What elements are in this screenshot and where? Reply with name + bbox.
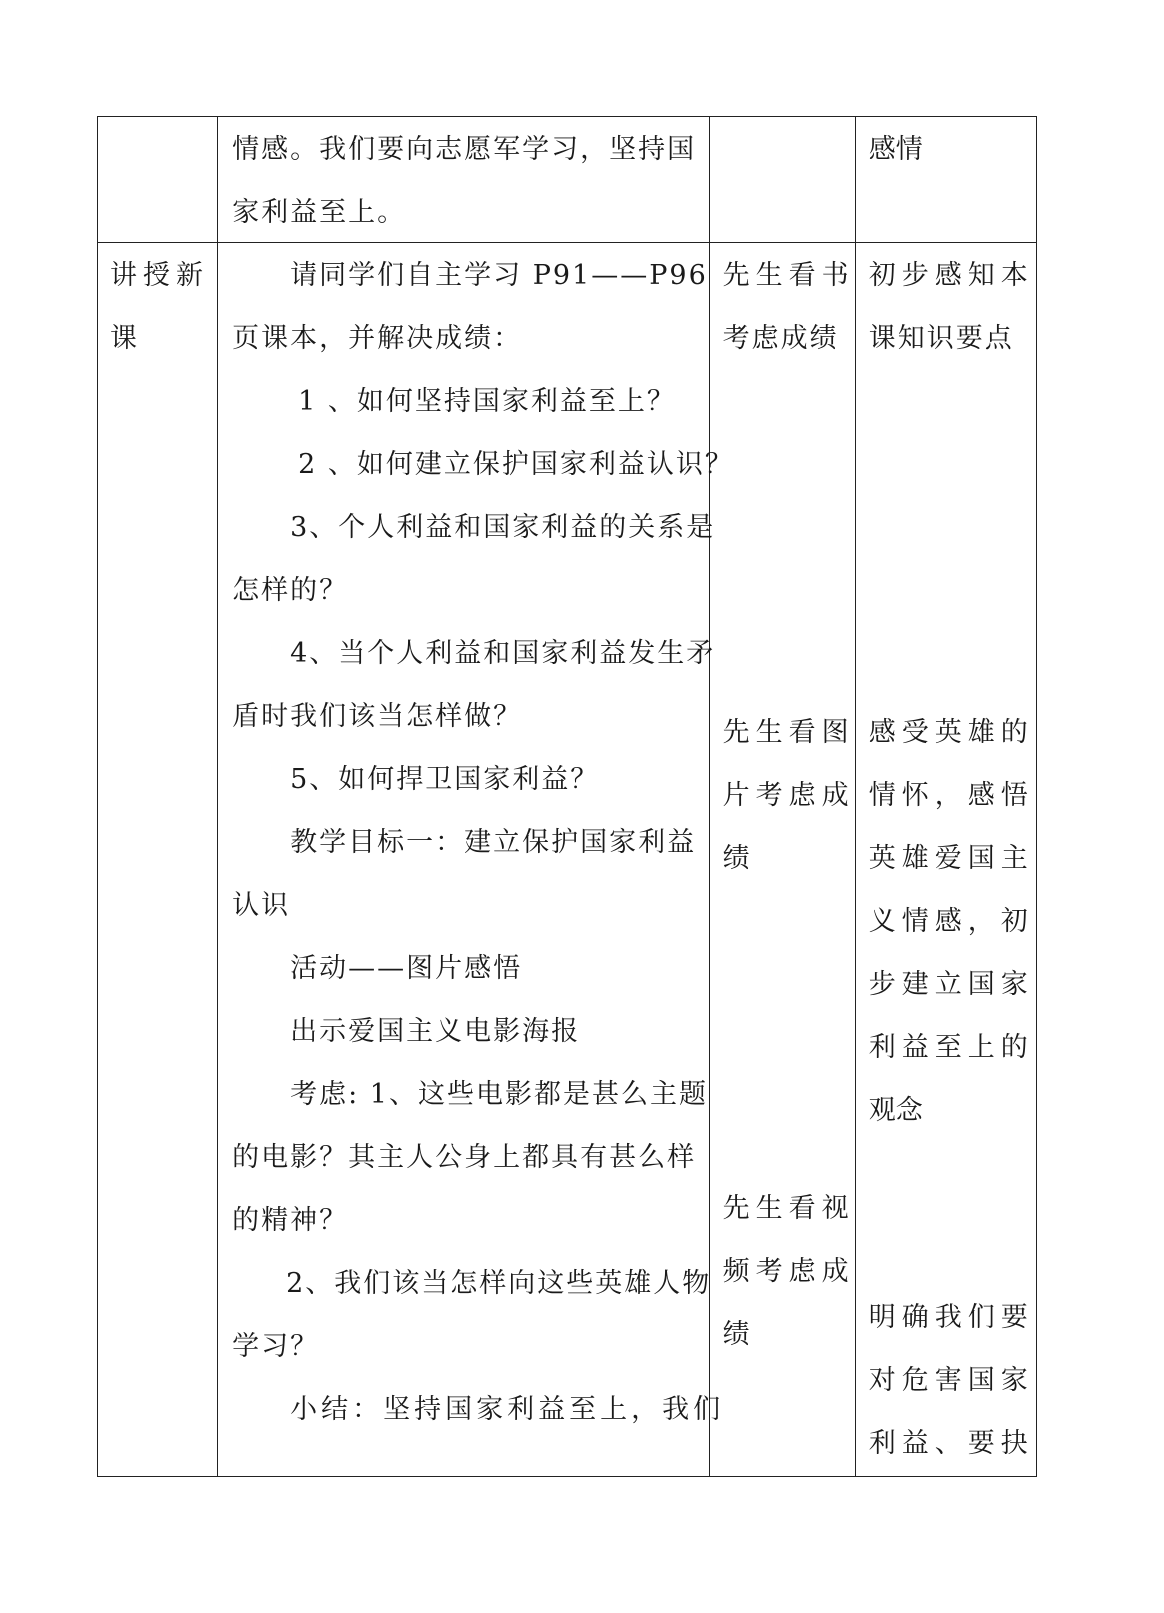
intent-line: 明确我们要	[868, 1302, 1034, 1333]
design-intent-cell	[855, 117, 1036, 243]
lesson-plan-table	[97, 116, 1037, 1477]
intent-line: 情怀，感悟	[868, 780, 1034, 811]
student-line: 绩	[722, 843, 750, 874]
content-line: 2、我们该当怎样向这些英雄人物	[286, 1268, 712, 1299]
content-line: 考虑: 1、这些电影都是甚么主题	[290, 1079, 708, 1110]
content-line: 5、如何捍卫国家利益？	[290, 764, 600, 795]
content-line: 教学目标一：建立保护国家利益	[290, 827, 697, 858]
content-line: 请同学们自主学习 P91——P96	[290, 260, 708, 291]
content-line: 家利益至上。	[232, 197, 407, 228]
design-intent-cell	[855, 243, 1036, 1477]
student-line: 先生看书	[722, 260, 855, 291]
intent-line: 义情感，初	[868, 906, 1034, 937]
content-line: 的电影？其主人公身上都具有甚么样	[232, 1142, 697, 1173]
content-line: 3、个人利益和国家利益的关系是	[290, 512, 716, 543]
intent-line: 观念	[868, 1095, 923, 1126]
content-line: 怎样的？	[232, 575, 349, 606]
content-line: 的精神？	[232, 1205, 349, 1236]
content-cell	[218, 117, 710, 243]
content-line: 学习？	[232, 1331, 320, 1362]
content-line: 4、当个人利益和国家利益发生矛	[290, 638, 716, 669]
stage-cell	[98, 117, 218, 243]
intent-line: 初步感知本	[868, 260, 1034, 291]
intent-line: 步建立国家	[868, 969, 1034, 1000]
intent-line: 感情	[868, 134, 923, 165]
student-activity-cell	[709, 117, 855, 243]
table-row	[98, 243, 1037, 1477]
student-line: 频考虑成	[722, 1256, 855, 1287]
content-line: 出示爱国主义电影海报	[290, 1016, 581, 1047]
content-line: 1 、如何坚持国家利益至上？	[298, 386, 676, 417]
intent-line: 利益至上的	[868, 1032, 1034, 1063]
stage-line: 讲授新	[110, 260, 209, 291]
intent-line: 利益、要抉	[868, 1428, 1034, 1459]
content-line: 2 、如何建立保护国家利益认识？	[298, 449, 734, 480]
intent-line: 对危害国家	[868, 1365, 1034, 1396]
content-line: 认识	[232, 890, 291, 921]
student-line: 绩	[722, 1319, 750, 1350]
intent-line: 课知识要点	[868, 323, 1014, 354]
student-line: 考虑成绩	[722, 323, 839, 354]
student-line: 先生看图	[722, 717, 855, 748]
content-line: 小结：坚持国家利益至上，我们	[290, 1394, 725, 1425]
stage-cell	[98, 243, 218, 1477]
student-line: 先生看视	[722, 1193, 855, 1224]
table-row	[98, 117, 1037, 243]
student-line: 片考虑成	[722, 780, 855, 811]
content-cell	[218, 243, 734, 1477]
stage-line: 课	[110, 323, 137, 354]
student-activity-cell	[709, 243, 855, 1477]
intent-line: 英雄爱国主	[868, 843, 1034, 874]
content-line: 情感。我们要向志愿军学习，坚持国	[232, 134, 697, 165]
content-line: 活动——图片感悟	[290, 953, 523, 984]
content-line: 页课本，并解决成绩：	[232, 323, 523, 354]
intent-line: 感受英雄的	[868, 717, 1034, 748]
content-line: 盾时我们该当怎样做？	[232, 701, 523, 732]
